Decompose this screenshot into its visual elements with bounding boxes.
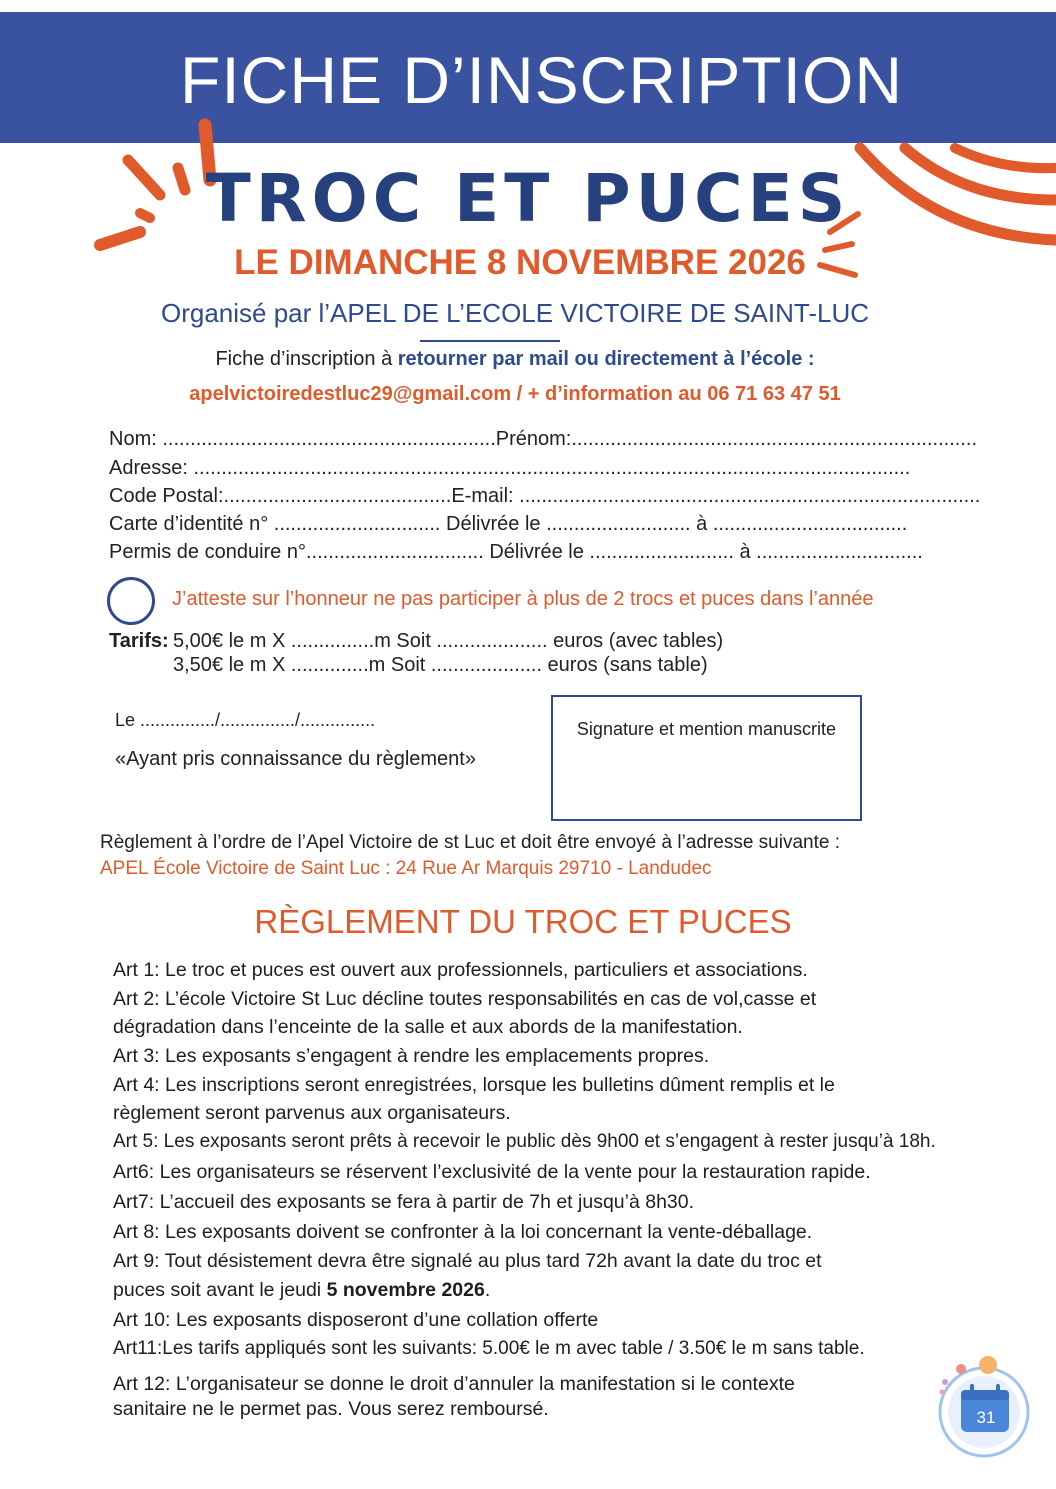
- rule-line: Art 3: Les exposants s’engagent à rendre les emplacements propres.: [113, 1045, 710, 1067]
- prenom-field[interactable]: .........................................................................: [571, 428, 977, 450]
- art9-date: 5 novembre 2026: [326, 1279, 485, 1301]
- payment-instructions: Règlement à l’ordre de l’Apel Victoire de st Luc et doit être envoyé à l’adresse suivante :: [100, 832, 841, 853]
- rule-line: Art7: L’accueil des exposants se fera à partir de 7h et jusqu’à 8h30.: [113, 1191, 695, 1213]
- cp-field[interactable]: .........................................: [223, 485, 452, 507]
- permis-place-field[interactable]: ..............................: [756, 541, 923, 563]
- contact-line: apelvictoiredestluc29@gmail.com / + d’information au 06 71 63 47 51: [189, 383, 841, 405]
- rule-line: Art 2: L’école Victoire St Luc décline toutes responsabilités en cas de vol,casse et: [113, 988, 817, 1010]
- cni-field[interactable]: ..............................: [273, 513, 441, 535]
- tarifs-label: Tarifs:: [109, 630, 169, 652]
- attest-text: J’atteste sur l’honneur ne pas participer à plus de 2 trocs et puces dans l’année: [172, 588, 874, 610]
- cni-label: Carte d’identité n°: [109, 513, 269, 535]
- rule-line: Art 4: Les inscriptions seront enregistrées, lorsque les bulletins dûment remplis et le: [113, 1074, 835, 1096]
- rules-title: RÈGLEMENT DU TROC ET PUCES: [254, 903, 792, 940]
- tarif-avec-tables: 5,00€ le m X ...............m Soit .................... euros (avec tables): [173, 630, 724, 652]
- prenom-label: Prénom:: [495, 428, 572, 450]
- main-title: TROC ET PUCES: [205, 160, 851, 237]
- art9-prefix: puces soit avant le jeudi: [113, 1279, 327, 1301]
- calendar-icon: [928, 1352, 1038, 1462]
- art9-suffix: .: [484, 1279, 491, 1301]
- rule-line: Art 1: Le troc et puces est ouvert aux professionnels, particuliers et associations.: [113, 959, 808, 981]
- permis-field[interactable]: ................................: [305, 541, 484, 563]
- rule-line: Art11:Les tarifs appliqués sont les suivants: 5.00€ le m avec table / 3.50€ le m sans table.: [113, 1338, 865, 1359]
- rule-line: règlement seront parvenus aux organisateurs.: [113, 1102, 511, 1124]
- email-field[interactable]: ...................................................................................: [519, 485, 981, 507]
- cp-label: Code Postal:: [109, 485, 224, 507]
- event-date: LE DIMANCHE 8 NOVEMBRE 2026: [234, 243, 806, 282]
- acknowledgement-text: «Ayant pris connaissance du règlement»: [115, 748, 476, 770]
- banner-title: FICHE D’INSCRIPTION: [180, 43, 904, 117]
- rule-line: Art 12: L’organisateur se donne le droit d’annuler la manifestation si le contexte: [113, 1373, 795, 1395]
- form-row-nom: [109, 428, 977, 451]
- form-row-adresse: [109, 457, 910, 480]
- return-instructions: [0, 348, 1030, 371]
- permis-a-label: à: [739, 541, 751, 563]
- adresse-label: Adresse:: [109, 457, 188, 479]
- rule-line: Art6: Les organisateurs se réservent l’exclusivité de la vente pour la restauration rapide.: [113, 1161, 871, 1183]
- nom-label: Nom:: [109, 428, 157, 450]
- rule-line: sanitaire ne le permet pas. Vous serez remboursé.: [113, 1398, 549, 1420]
- cni-delivree-label: Délivrée le: [446, 513, 541, 535]
- cni-a-label: à: [696, 513, 708, 535]
- return-highlight: retourner par mail ou directement à l’école :: [397, 348, 815, 370]
- permis-label: Permis de conduire n°: [109, 541, 306, 563]
- rule-line-art9-cont: [113, 1279, 490, 1302]
- return-prefix: Fiche d’inscription à: [215, 348, 398, 370]
- form-row-cp: [109, 485, 980, 508]
- date-field[interactable]: Le .............../.............../...............: [115, 710, 376, 730]
- permis-delivree-label: Délivrée le: [489, 541, 584, 563]
- cni-date-field[interactable]: ..........................: [546, 513, 691, 535]
- rule-line: Art 5: Les exposants seront prêts à recevoir le public dès 9h00 et s’engagent à rester jusqu’à 18h.: [113, 1131, 936, 1152]
- calendar-number: 31: [976, 1408, 996, 1427]
- nom-field[interactable]: ............................................................: [162, 428, 496, 450]
- cni-place-field[interactable]: ...................................: [712, 513, 908, 535]
- signature-label: Signature et mention manuscrite: [576, 719, 837, 739]
- rule-line: Art 10: Les exposants disposeront d’une collation offerte: [113, 1309, 599, 1331]
- form-row-permis: [109, 541, 923, 564]
- permis-date-field[interactable]: ..........................: [589, 541, 734, 563]
- form-row-cni: [109, 513, 907, 536]
- adresse-field[interactable]: .................................................................................................................................: [193, 457, 911, 479]
- email-label: E-mail:: [451, 485, 514, 507]
- attest-checkbox[interactable]: [107, 577, 155, 625]
- calendar-badge[interactable]: [928, 1352, 1038, 1462]
- organizer-underline: [420, 340, 560, 342]
- postal-address: APEL École Victoire de Saint Luc : 24 Rue Ar Marquis 29710 - Landudec: [100, 858, 712, 879]
- rule-line: dégradation dans l’enceinte de la salle et aux abords de la manifestation.: [113, 1016, 743, 1038]
- rule-line: Art 9: Tout désistement devra être signalé au plus tard 72h avant la date du troc et: [113, 1250, 822, 1272]
- rule-line: Art 8: Les exposants doivent se confronter à la loi concernant la vente-déballage.: [113, 1221, 813, 1243]
- signature-box[interactable]: [551, 695, 862, 821]
- tarif-sans-table: 3,50€ le m X ..............m Soit .................... euros (sans table): [173, 654, 708, 676]
- organizer-line: Organisé par l’APEL DE L’ECOLE VICTOIRE DE SAINT-LUC: [160, 298, 870, 328]
